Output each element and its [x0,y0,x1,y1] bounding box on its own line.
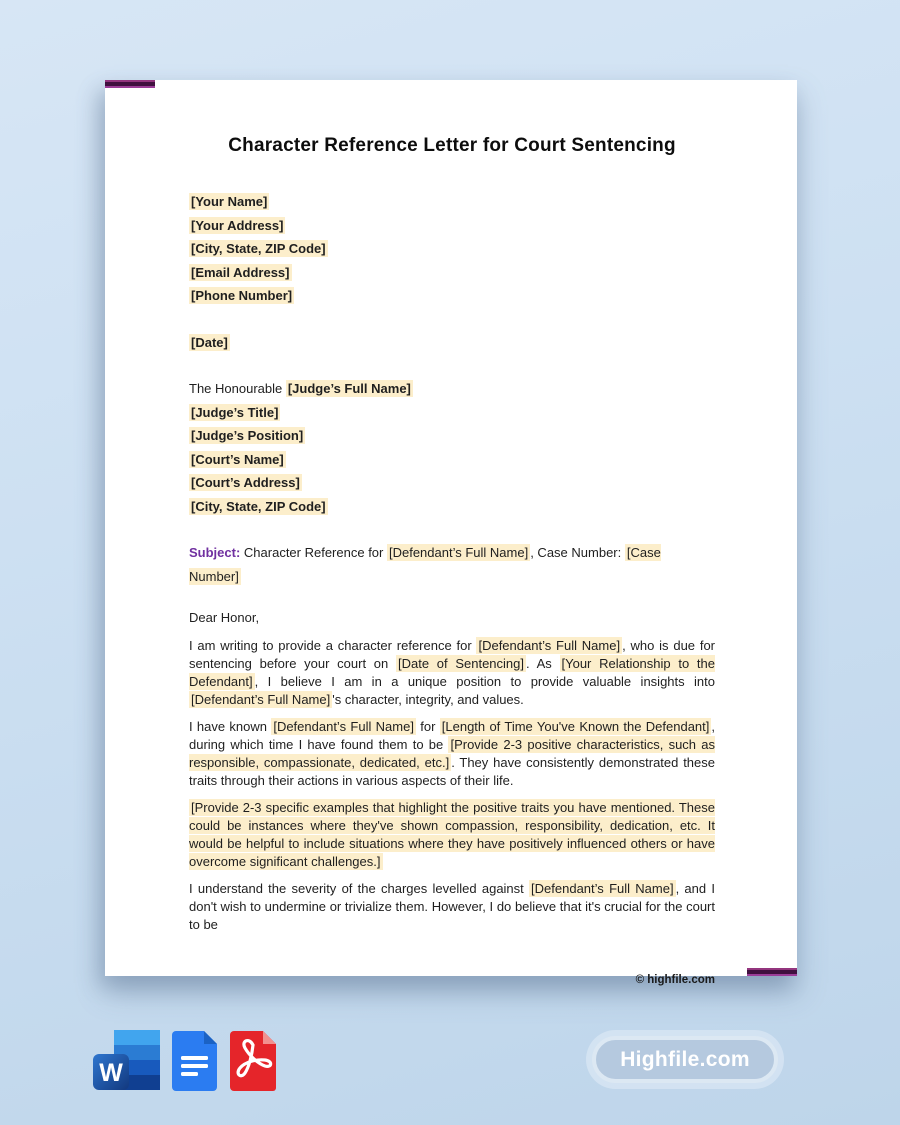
placeholder-highlight: [Court’s Name] [191,451,284,467]
placeholder-highlight: [Judge’s Position] [191,428,304,443]
placeholder-highlight: [Date] [191,334,228,350]
letter-body [189,190,715,934]
word-letter-glyph: W [99,1059,123,1087]
salutation-line [189,608,715,628]
text-run: , during which time I have found them to be [189,719,715,752]
placeholder-highlight: [Your Relationship to the Defendant] [189,656,715,689]
text-run: I am writing to provide a character reference for [189,638,477,653]
placeholder-highlight: [Provide 2-3 positive characteristics, such as responsible, compassionate, dedicated, etc.] [189,737,715,770]
ms-word-icon[interactable] [92,1028,162,1094]
placeholder-highlight: [City, State, ZIP Code] [191,241,326,256]
placeholder-highlight: [Phone Number] [191,288,293,303]
text-run: I have known [189,719,272,734]
text-run: , who is due for sentencing before your court on [189,638,716,671]
placeholder-highlight: [Defendant’s Full Name] [273,719,414,734]
placeholder-highlight: [Defendant’s Full Name] [191,692,331,707]
google-docs-icon[interactable] [172,1031,217,1091]
placeholder-highlight: [Email Address] [191,264,290,280]
text-run: I understand the severity of the charges levelled against [189,881,530,896]
copyright-footer: © highfile.com [635,974,715,986]
blank-line [189,588,715,608]
text-run: . They have consistently demonstrated these traits through their actions in various aspects of their life. [189,755,715,788]
text-run: Subject: [189,545,241,560]
text-run: for [415,719,440,734]
placeholder-highlight: [City, State, ZIP Code] [191,498,326,514]
sender-name-line [189,190,715,214]
placeholder-highlight: [Defendant’s Full Name] [388,545,529,560]
text-run: 's character, integrity, and values. [332,692,524,707]
placeholder-highlight: [Your Name] [191,194,268,209]
court-name-line [189,448,715,472]
text-run: , and I don't wish to undermine or trivialize them. However, I do believe that it's crucial for the court to be [189,881,715,932]
body-paragraph-4 [189,880,715,934]
text-run: , Case Number: [530,545,625,560]
page-title: Character Reference Letter for Court Sentencing [228,135,676,156]
placeholder-highlight: [Court’s Address] [191,475,300,490]
blank-line [189,354,715,377]
placeholder-highlight: [Provide 2-3 specific examples that highlight the positive traits you have mentioned. These could be instances where they've shown compassion, responsibility, dedication, etc. It would be helpful to include situations where they have positively influenced others or have overcome significant challenges.] [189,800,715,869]
placeholder-highlight: [Defendant’s Full Name] [478,638,621,653]
placeholder-highlight: [Judge’s Full Name] [287,381,411,396]
placeholder-highlight: [Case Number] [189,545,661,584]
date-line [189,331,715,355]
sender-phone-line [189,284,715,308]
bottom-right-accent-bar [747,968,797,976]
brand-label: Highfile.com [620,1047,750,1071]
sender-address-line [189,214,715,238]
body-paragraph-2 [189,718,715,790]
judge-position-line [189,424,715,448]
text-run: Character Reference for [240,545,387,560]
brand-button-halo [586,1030,784,1089]
sender-email-line [189,261,715,285]
text-run: The Honourable [189,381,286,396]
court-city-line [189,495,715,519]
highfile-brand-button[interactable] [592,1036,778,1083]
body-paragraph-3 [189,799,715,871]
text-run: , I believe I am in a unique position to provide valuable insights into [254,674,715,689]
judge-name-line [189,377,715,401]
placeholder-highlight: [Defendant’s Full Name] [531,881,674,896]
text-run: . As [526,656,560,671]
blank-line [189,518,715,541]
placeholder-highlight: [Date of Sentencing] [397,656,524,671]
document-page [105,80,797,986]
placeholder-highlight: [Length of Time You've Known the Defendant] [441,719,710,734]
judge-title-line [189,401,715,425]
text-run: Dear Honor, [189,610,260,625]
sender-city-line [189,237,715,261]
top-left-accent-bar [105,80,155,88]
subject-line [189,541,715,588]
pdf-icon[interactable] [230,1031,276,1091]
blank-line [189,308,715,331]
placeholder-highlight: [Judge’s Title] [191,404,279,420]
court-address-line [189,471,715,495]
body-paragraph-1 [189,637,715,709]
page-content [105,80,797,986]
placeholder-highlight: [Your Address] [191,217,284,233]
